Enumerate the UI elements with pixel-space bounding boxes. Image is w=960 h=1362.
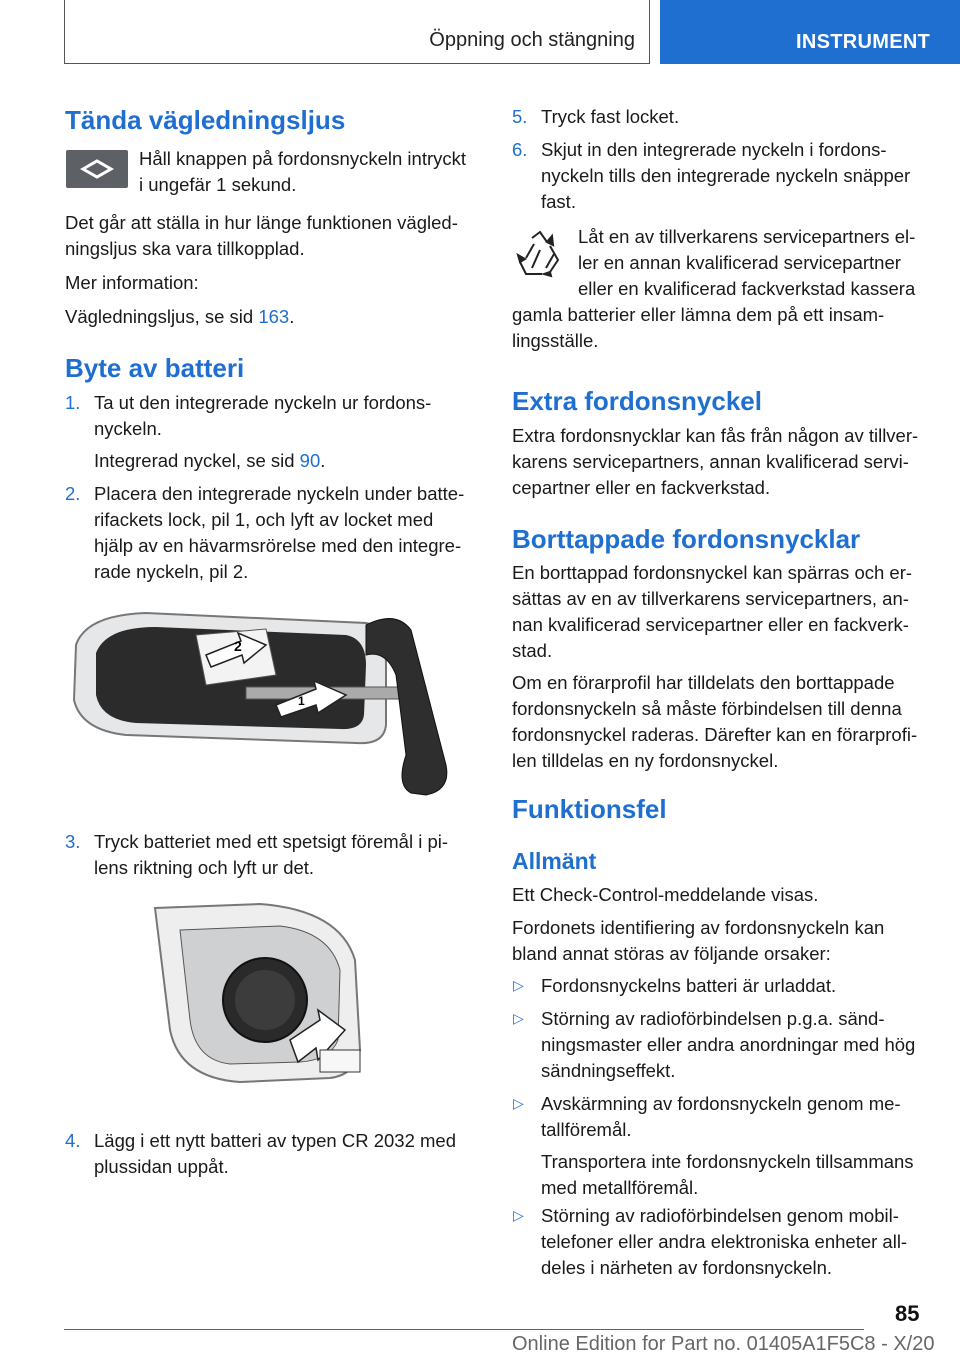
para-more-info: Mer information:	[65, 272, 199, 293]
step-number: 5.	[512, 106, 528, 127]
bullet-subline: Transportera inte fordonsnyckeln tillsammans	[541, 1151, 914, 1172]
para-line: Fordonets identifiering av fordonsnyckeln kan	[512, 917, 885, 938]
tanda-line-2: i ungefär 1 sekund.	[139, 174, 297, 195]
bullet-icon: ▷	[513, 1095, 524, 1111]
reference-end: .	[289, 306, 295, 327]
footer-rule	[64, 1329, 864, 1330]
step-number: 1.	[65, 392, 81, 413]
step-line: Ta ut den integrerade nyckeln ur fordons-	[94, 392, 432, 413]
recycle-line: lingsställe.	[512, 330, 599, 351]
heading-extra-fordonsnyckel: Extra fordonsnyckel	[512, 386, 762, 416]
reference-text: Vägledningsljus, se sid	[65, 306, 259, 327]
bullet-line: Avskärmning av fordonsnyckeln genom me-	[541, 1093, 901, 1114]
para-line: sättas av en av tillverkarens servicepartners, an-	[512, 588, 909, 609]
bullet-line: sändningseffekt.	[541, 1060, 676, 1081]
bullet-subline: med metallföremål.	[541, 1177, 699, 1198]
step-line: Placera den integrerade nyckeln under batte-	[94, 483, 465, 504]
bullet-icon: ▷	[513, 977, 524, 993]
reference-text: Integrerad nyckel, se sid	[94, 450, 300, 471]
para-line: nan kvalificerad servicepartner eller en fackverk-	[512, 614, 909, 635]
para-line: cepartner eller en fackverkstad.	[512, 477, 771, 498]
para-line: Om en förarprofil har tilldelats den borttappade	[512, 672, 895, 693]
step-line: Skjut in den integrerade nyckeln i fordons-	[541, 139, 887, 160]
step-reference	[94, 448, 325, 474]
heading-tanda: Tända vägledningsljus	[65, 105, 346, 135]
para-line: Extra fordonsnycklar kan fås från någon av tillver-	[512, 425, 919, 446]
figure-label-1: 1	[298, 694, 305, 708]
step-line: nyckeln.	[94, 418, 162, 439]
heading-borttappade: Borttappade fordonsnycklar	[512, 524, 861, 554]
bullet-line: telefoner eller andra elektroniska enheter all-	[541, 1231, 908, 1252]
bullet-line: Störning av radioförbindelsen p.g.a. sänd-	[541, 1008, 885, 1029]
para-line: ningsljus ska vara tillkopplad.	[65, 238, 305, 259]
step-line: lens riktning och lyft ur det.	[94, 857, 315, 878]
para-line: Ett Check-Control-meddelande visas.	[512, 884, 819, 905]
footer-edition: Online Edition for Part no. 01405A1F5C8 - X/20	[512, 1333, 935, 1355]
step-line: Tryck fast locket.	[541, 106, 680, 127]
recycle-line: Låt en av tillverkarens servicepartners el-	[578, 226, 916, 247]
page-number: 85	[895, 1301, 920, 1326]
para-line: Det går att ställa in hur länge funktionen vägled-	[65, 212, 458, 233]
bullet-line: tallföremål.	[541, 1119, 632, 1140]
page-link-163[interactable]: 163	[258, 306, 290, 327]
para-line: bland annat störas av följande orsaker:	[512, 943, 831, 964]
step-line: rifackets lock, pil 1, och lyft av locket med	[94, 509, 434, 530]
step-line: Tryck batteriet med ett spetsigt föremål i pi-	[94, 831, 449, 852]
para-line: len tilldelas en ny fordonsnyckel.	[512, 750, 779, 771]
bullet-icon: ▷	[513, 1010, 524, 1026]
bullet-line: deles i närheten av fordonsnyckeln.	[541, 1257, 833, 1278]
header-chapter-tab	[660, 0, 960, 64]
heading-allmant: Allmänt	[512, 848, 597, 874]
tanda-line-1: Håll knappen på fordonsnyckeln intryckt	[139, 148, 467, 169]
step-line: rade nyckeln, pil 2.	[94, 561, 249, 582]
bullet-line: Störning av radioförbindelsen genom mobil-	[541, 1205, 899, 1226]
reference-end: .	[320, 450, 326, 471]
page-link-90[interactable]: 90	[299, 450, 321, 471]
figure-label-2: 2	[234, 638, 242, 654]
step-line: hjälp av en hävarmsrörelse med den integre-	[94, 535, 462, 556]
bullet-line: ningsmaster eller andra anordningar med hög	[541, 1034, 916, 1055]
recycle-line: gamla batterier eller lämna dem på ett insam-	[512, 304, 885, 325]
step-line: fast.	[541, 191, 576, 212]
step-number: 4.	[65, 1130, 81, 1151]
para-line: stad.	[512, 640, 553, 661]
recycle-line: eller en kvalificerad fackverkstad kassera	[578, 278, 916, 299]
recycle-line: ler en annan kvalificerad servicepartner	[578, 252, 901, 273]
bullet-line: Fordonsnyckelns batteri är urladdat.	[541, 975, 837, 996]
header-chapter-title: INSTRUMENT	[796, 31, 931, 53]
step-number: 6.	[512, 139, 528, 160]
heading-funktionsfel: Funktionsfel	[512, 794, 667, 824]
step-number: 2.	[65, 483, 81, 504]
header-section-title: Öppning och stängning	[429, 29, 635, 51]
figure-remove-battery-cover	[66, 605, 476, 805]
para-reference	[65, 304, 294, 330]
para-line: fordonsnyckeln så måste förbindelsen till denna	[512, 698, 902, 719]
recycle-icon	[514, 228, 566, 280]
para-line: fordonsnyckel raderas. Därefter kan en förarprofi-	[512, 724, 918, 745]
figure-battery-removal	[140, 900, 370, 1090]
bullet-icon: ▷	[513, 1207, 524, 1223]
step-line: nyckeln tills den integrerade nyckeln snäpper	[541, 165, 911, 186]
step-line: plussidan uppåt.	[94, 1156, 229, 1177]
para-line: karens servicepartners, annan kvalificerad servi-	[512, 451, 909, 472]
heading-byte-batteri: Byte av batteri	[65, 353, 245, 383]
step-number: 3.	[65, 831, 81, 852]
step-line: Lägg i ett nytt batteri av typen CR 2032 med	[94, 1130, 456, 1151]
header-section-box	[64, 0, 650, 64]
key-button-icon	[66, 150, 128, 188]
para-line: En borttappad fordonsnyckel kan spärras och er-	[512, 562, 913, 583]
